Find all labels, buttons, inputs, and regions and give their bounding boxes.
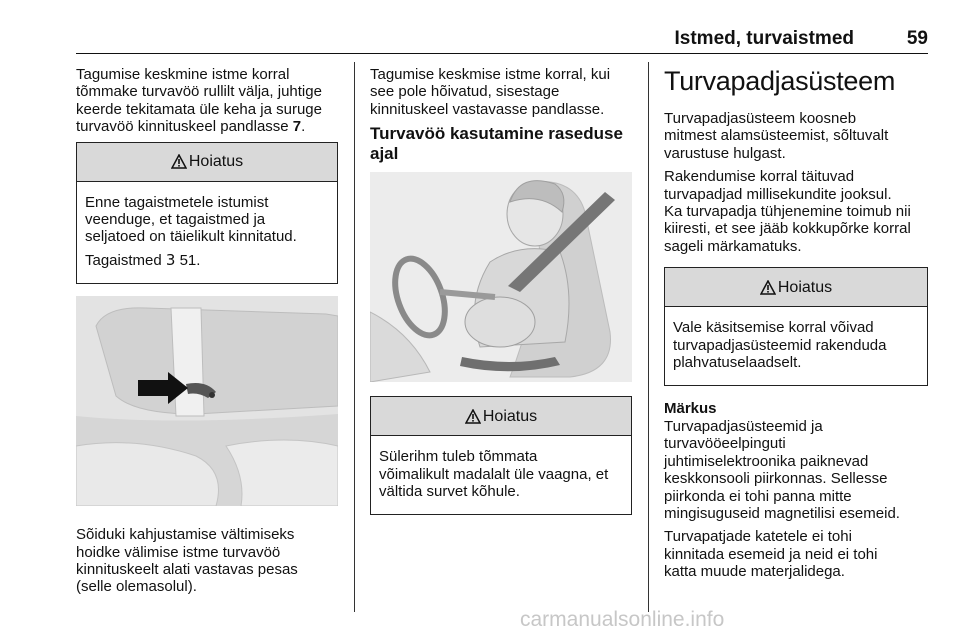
section-title: Istmed, turvaistmed [674, 28, 854, 49]
warning-title: Hoiatus [482, 407, 538, 425]
warning-header [665, 268, 927, 307]
warning-title: Hoiatus [188, 152, 244, 170]
seatbelt-tongue-illustration [76, 296, 338, 506]
page-reference [85, 252, 329, 269]
text-line: katta muude materjalidega. [664, 563, 845, 581]
text-line: mitmest alamsüsteemist, sõltuvalt [664, 127, 889, 145]
text-line: võimalikult madalalt üle vaagna, et [379, 465, 609, 483]
note-title: Märkus [664, 400, 717, 418]
text-line: Tagumise keskmise istme korral, kui [370, 66, 611, 83]
header-rule [76, 53, 928, 54]
pregnant-driver-seatbelt-illustration [370, 172, 632, 382]
text-line: (selle olemasolul). [76, 578, 197, 596]
text-line: . [301, 118, 306, 136]
warning-header [371, 397, 631, 436]
watermark: carmanualsonline.info [520, 608, 725, 631]
text-line: keskkonsooli piirkonnas. Sellesse [664, 470, 888, 488]
text-line: Turvapadjasüsteem koosneb [664, 110, 857, 127]
warning-triangle-icon [760, 280, 776, 295]
text-line: kinnituskeelt alati vastavas pesas [76, 561, 298, 579]
heading-line: ajal [370, 144, 399, 164]
text-line: keerde tekitamata üle keha ja suruge [76, 100, 322, 118]
page-reference-arrow-icon: 3 [165, 250, 176, 269]
section-heading [370, 124, 632, 164]
text-line: see pole hõivatud, sisestage [370, 83, 560, 101]
page-number: 59 [906, 28, 928, 49]
warning-box [370, 396, 632, 515]
paragraph [664, 110, 928, 162]
text-line: seljatoed on täielikult kinnitatud. [85, 228, 297, 246]
chapter-title: Turvapadjasüsteem [664, 66, 896, 96]
intro-paragraph [76, 66, 338, 136]
buckle-number: 7 [292, 118, 302, 136]
text-line: tõmmake turvavöö rullilt välja, juhtige [76, 83, 322, 101]
warning-body [371, 436, 631, 514]
warning-body [77, 182, 337, 284]
warning-text [85, 194, 329, 246]
note-paragraph [664, 400, 928, 522]
text-line: turvapadjasüsteemid rakenduda [673, 336, 887, 354]
text-line: sageli märkamatuks. [664, 237, 802, 255]
warning-box [76, 142, 338, 285]
text-line: Sülerihm tuleb tõmmata [379, 448, 538, 466]
column-divider-2 [648, 62, 649, 612]
intro-paragraph [370, 66, 632, 118]
text-line: Tagumise keskmine istme korral [76, 66, 290, 83]
text-line: vältida survet kõhule. [379, 483, 520, 501]
caption-paragraph [76, 526, 338, 596]
page-header [76, 24, 928, 52]
column-1 [76, 66, 338, 602]
text-line: kiiresti, et see jääb kokkupõrke korral [664, 220, 911, 238]
text-line: plahvatuselaadselt. [673, 354, 802, 372]
text-line: Sõiduki kahjustamise vältimiseks [76, 526, 295, 544]
paragraph [664, 168, 928, 255]
reference-page: 51. [175, 251, 201, 269]
warning-text [673, 319, 919, 371]
text-line: kinnitada esemeid ja neid ei tohi [664, 545, 878, 563]
warning-title: Hoiatus [777, 278, 833, 296]
text-line: kinnituskeel vastavasse pandlasse. [370, 100, 605, 118]
warning-header [77, 143, 337, 182]
text-line: varustuse hulgast. [664, 144, 786, 162]
warning-body [665, 307, 927, 385]
text-line: mingisuguseid magnetilisi esemeid. [664, 504, 900, 522]
warning-triangle-icon [465, 409, 481, 424]
text-line: Ka turvapadja tühjenemine toimub nii [664, 203, 911, 221]
warning-triangle-icon [171, 154, 187, 169]
text-line: turvavöö kinnituskeel pandlasse [76, 118, 293, 136]
warning-box [664, 267, 928, 386]
paragraph [664, 528, 928, 580]
text-line: Turvapatjade katetele ei tohi [664, 528, 852, 546]
text-line: turvapadjad millisekundite jooksul. [664, 185, 892, 203]
heading-line: Turvavöö kasutamine raseduse [370, 124, 623, 144]
reference-text: Tagaistmed [85, 251, 166, 269]
warning-text [379, 448, 623, 500]
column-2 [370, 66, 632, 525]
text-line: hoidke välimise istme turvavöö [76, 543, 281, 561]
text-line: piirkonda ei tohi panna mitte [664, 487, 852, 505]
text-line: turvavööeelpinguti [664, 435, 786, 453]
text-line: veenduge, et tagaistmed ja [85, 211, 266, 229]
column-divider-1 [354, 62, 355, 612]
text-line: Enne tagaistmetele istumist [85, 193, 269, 211]
text-line: Vale käsitsemise korral võivad [673, 319, 874, 337]
column-3 [664, 66, 928, 587]
text-line: Rakendumise korral täituvad [664, 168, 855, 186]
text-line: juhtimiselektroonika paiknevad [664, 452, 869, 470]
text-line: Turvapadjasüsteemid ja [664, 417, 823, 435]
